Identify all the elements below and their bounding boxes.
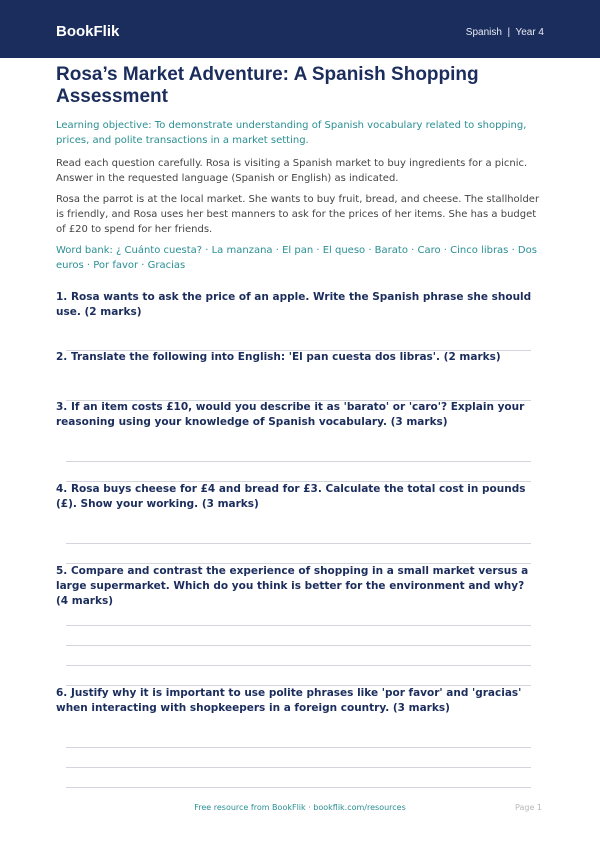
learning-objective: Learning objective: To demonstrate understanding of Spanish vocabulary related to shopping, prices, and polite transactions in a market setting. (56, 120, 527, 146)
page-header (0, 0, 600, 58)
answer-line[interactable] (66, 543, 531, 544)
question-6 (56, 686, 536, 716)
answer-line[interactable] (66, 747, 531, 748)
question-text: 5. Compare and contrast the experience of shopping in a small market versus a large supermarket. Which do you think is better for the environment and why? (4 marks) (56, 565, 529, 607)
question-5 (56, 564, 536, 609)
question-text: 4. Rosa buys cheese for £4 and bread for £3. Calculate the total cost in pounds (£). Show your working. (3 marks) (56, 483, 526, 510)
page-number: Page 1 (515, 803, 542, 812)
question-text: 1. Rosa wants to ask the price of an apple. Write the Spanish phrase she should use. (2 marks) (56, 291, 532, 318)
footer-credit: Free resource from BookFlik · bookflik.com/resources (194, 803, 406, 812)
intro-section (56, 64, 544, 273)
answer-line[interactable] (66, 665, 531, 666)
question-2 (56, 350, 536, 365)
question-4 (56, 482, 536, 512)
answer-line[interactable] (66, 767, 531, 768)
answer-line[interactable] (66, 625, 531, 626)
answer-line[interactable] (66, 461, 531, 462)
question-1 (56, 290, 536, 320)
question-text: 3. If an item costs £10, would you describe it as 'barato' or 'caro'? Explain your reasoning using your knowledge of Spanish vocabulary. (3 marks) (56, 401, 525, 428)
answer-line[interactable] (66, 787, 531, 788)
answer-line[interactable] (66, 645, 531, 646)
instructions-text: Read each question carefully. Rosa is visiting a Spanish market to buy ingredients for a picnic. Answer in the requested language (Spanish or English) as indicated. (56, 158, 528, 184)
word-bank: Word bank: ¿ Cuánto cuesta? · La manzana · El pan · El queso · Barato · Caro · Cinco libras · Dos euros · Por favor · Gracias (56, 245, 537, 271)
question-3 (56, 400, 536, 430)
subject-year-label: Spanish | Year 4 (465, 27, 544, 38)
question-text: 2. Translate the following into English: 'El pan cuesta dos libras'. (2 marks) (56, 351, 501, 363)
question-text: 6. Justify why it is important to use polite phrases like 'por favor' and 'gracias' when interacting with shopkeepers in a foreign country. (3 marks) (56, 687, 522, 714)
scenario-text: Rosa the parrot is at the local market. She wants to buy fruit, bread, and cheese. The stallholder is friendly, and Rosa uses her best manners to ask for the prices of her items. She has a budget of £20 to spend for her friends. (56, 194, 540, 235)
page-title: Rosa’s Market Adventure: A Spanish Shopping Assessment (56, 64, 479, 107)
brand-name: BookFlik (56, 23, 120, 40)
